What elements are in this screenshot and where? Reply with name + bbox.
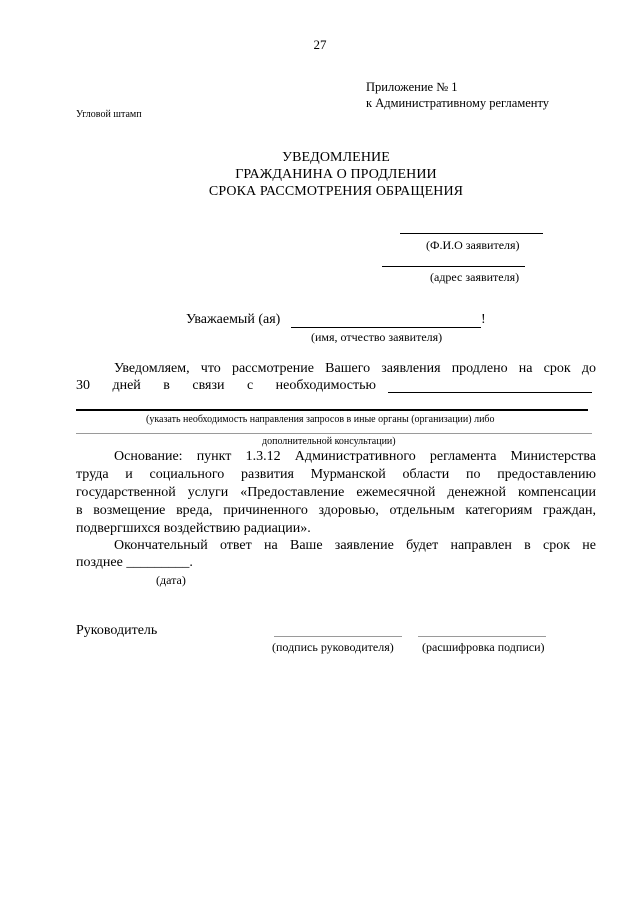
- head-label: Руководитель: [76, 623, 158, 638]
- basis-line-3: государственной услуги «Предоставление ежемесячной денежной компенсации: [76, 485, 596, 500]
- final-answer-line-1: Окончательный ответ на Ваше заявление будет направлен в срок не: [114, 538, 596, 553]
- notice-word: 30: [76, 378, 90, 393]
- annex-line-1: Приложение № 1: [366, 80, 458, 94]
- fio-field-line: [400, 233, 543, 234]
- fio-hint: (Ф.И.О заявителя): [426, 238, 520, 252]
- title-line-1: УВЕДОМЛЕНИЕ: [282, 150, 390, 165]
- signature-hint: (подпись руководителя): [272, 640, 394, 654]
- date-hint: (дата): [156, 573, 186, 587]
- address-field-line: [382, 266, 525, 267]
- notice-word: с: [246, 378, 254, 393]
- page-number: 27: [313, 37, 327, 52]
- greeting-exclamation: !: [481, 312, 486, 327]
- title-line-2: ГРАЖДАНИНА О ПРОДЛЕНИИ: [235, 167, 437, 182]
- necessity-hint-2: дополнительной консультации): [262, 436, 396, 447]
- greeting-text: Уважаемый (ая): [186, 312, 281, 327]
- necessity-hint-1: (указать необходимость направления запросов в иные органы (организации) либо: [146, 414, 495, 425]
- notice-word: необходимостью: [275, 378, 376, 393]
- basis-line-1: Основание: пункт 1.3.12 Административного регламента Министерства: [114, 449, 596, 464]
- signature-decode-hint: (расшифровка подписи): [422, 640, 545, 654]
- necessity-field-line-3: [76, 433, 592, 434]
- necessity-field-line-2: [76, 409, 588, 411]
- annex-line-2: к Административному регламенту: [366, 96, 550, 110]
- notice-line-2: [76, 378, 376, 394]
- name-hint: (имя, отчество заявителя): [311, 330, 443, 344]
- notice-word: в: [163, 378, 170, 393]
- title-line-3: СРОКА РАССМОТРЕНИЯ ОБРАЩЕНИЯ: [208, 184, 464, 199]
- signature-decode-field-line: [418, 636, 546, 637]
- name-field-line: [291, 327, 481, 328]
- signature-field-line: [274, 636, 402, 637]
- corner-stamp-label: Угловой штамп: [76, 109, 142, 120]
- notice-word: связи: [192, 378, 225, 393]
- final-answer-line-2: позднее _________.: [76, 555, 193, 570]
- basis-line-5: подвергшихся воздействию радиации».: [76, 521, 311, 536]
- notice-line-1: Уведомляем, что рассмотрение Вашего заявления продлено на срок до: [114, 361, 596, 376]
- necessity-field-line: [388, 392, 592, 393]
- address-hint: (адрес заявителя): [430, 270, 520, 284]
- basis-line-2: труда и социального развития Мурманской области по предоставлению: [76, 467, 596, 482]
- basis-line-4: в возмещение вреда, причиненного здоровью, отдельным категориям граждан,: [76, 503, 596, 518]
- notice-word: дней: [112, 378, 141, 393]
